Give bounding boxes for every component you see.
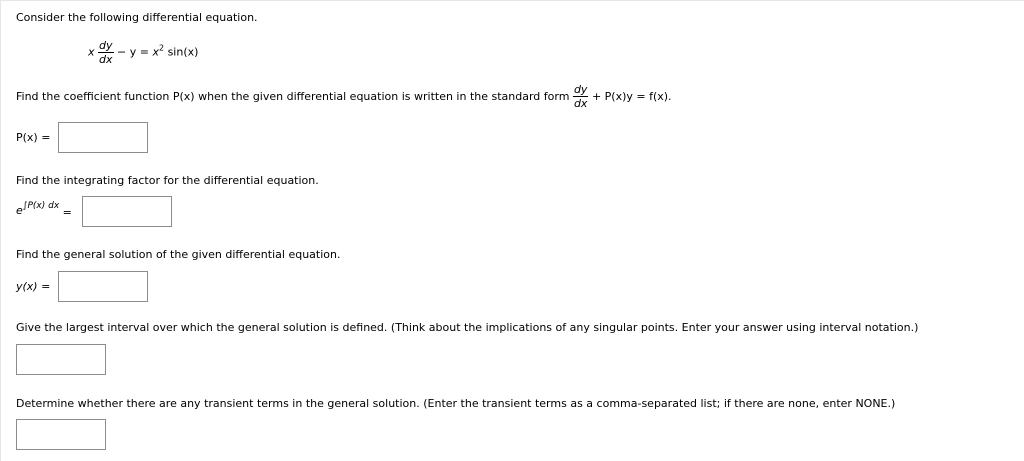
q1-label: P(x) = — [16, 131, 51, 144]
equation-dy: dy — [99, 39, 113, 52]
q3-text: Find the general solution of the given differential equation. — [16, 248, 341, 261]
transient-terms-input[interactable] — [16, 419, 106, 450]
q1-prompt — [16, 84, 672, 109]
q1-text: Find the coefficient function P(x) when the given differential equation is written in the standard form — [16, 90, 570, 103]
q2-label — [16, 200, 72, 219]
intro-text: Consider the following differential equation. — [16, 11, 258, 24]
top-border — [0, 0, 1024, 1]
equation-rhs-sin: sin(x) — [167, 45, 199, 59]
differential-equation — [88, 40, 198, 65]
q3-label-text: y(x) = — [16, 280, 51, 293]
p-of-x-input[interactable] — [58, 122, 148, 153]
q2-e: e — [16, 204, 23, 217]
equation-rhs-exponent: 2 — [158, 43, 165, 53]
equation-minus-y: − y = — [117, 45, 149, 59]
q2-exponent: ∫P(x) dx — [22, 201, 60, 211]
general-solution-input[interactable] — [58, 271, 148, 302]
q1-dx: dx — [573, 97, 588, 110]
equation-derivative — [98, 40, 114, 65]
equation-x: x — [88, 45, 95, 59]
q2-equals: = — [62, 206, 72, 219]
integrating-factor-input[interactable] — [82, 196, 172, 227]
equation-dx: dx — [99, 53, 113, 66]
q3-label — [16, 280, 50, 293]
equation-rhs-x: x — [152, 45, 159, 59]
q5-text: Determine whether there are any transient terms in the general solution. (Enter the transient terms as a comma-separated list; if there are none, enter NONE.) — [16, 397, 896, 410]
q2-text: Find the integrating factor for the differential equation. — [16, 174, 319, 187]
q1-dy: dy — [573, 83, 588, 96]
left-border — [0, 0, 1, 461]
q1-derivative — [573, 84, 589, 109]
interval-input[interactable] — [16, 344, 106, 375]
q1-tail: + P(x)y = f(x). — [591, 90, 672, 103]
q4-text: Give the largest interval over which the general solution is defined. (Think about the implications of any singular points. Enter your answer using interval notation.) — [16, 321, 919, 334]
